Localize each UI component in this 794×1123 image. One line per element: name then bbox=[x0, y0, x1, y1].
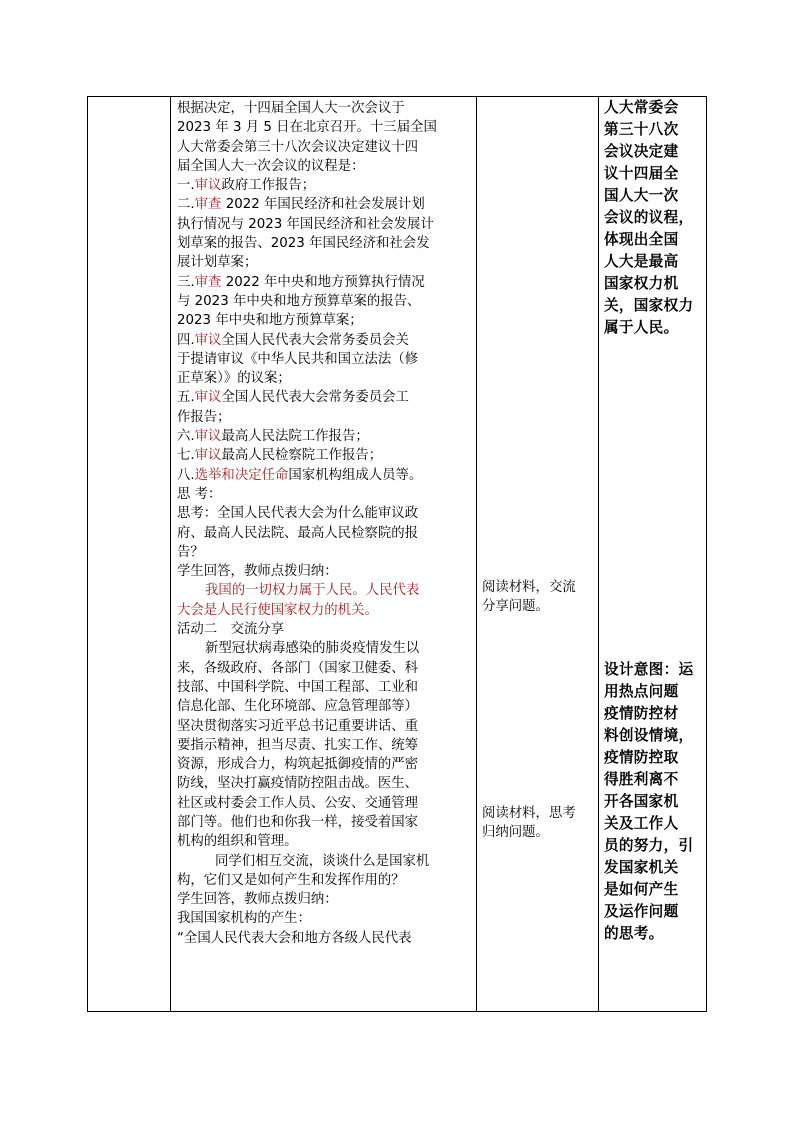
intent-line: 疫情防控取 bbox=[604, 749, 679, 766]
intent-line: 员的努力，引 bbox=[604, 837, 694, 854]
paragraph-line: 信息化部、生化环境部、应急管理部等） bbox=[177, 699, 419, 715]
intent-line: 发国家机关 bbox=[604, 859, 679, 876]
intent-line: 体现出全国 bbox=[604, 231, 679, 248]
agenda-item-5: 五.审议全国人民代表大会常务委员会工 bbox=[177, 390, 409, 406]
agenda-item-2: 二.审查 2022 年国民经济和社会发展计划 bbox=[177, 197, 425, 213]
intent-line: 第三十八次 bbox=[604, 121, 679, 138]
agenda-item-8: 八.选举和决定任命国家机构组成人员等。 bbox=[177, 467, 423, 483]
content-line: 人大常委会第三十八次会议决定建议十四 bbox=[177, 139, 419, 155]
activity-text bbox=[482, 804, 576, 843]
agenda-item-1: 一.审议政府工作报告； bbox=[177, 178, 316, 194]
agenda-item-4: 四.审议全国人民代表大会常务委员会关 bbox=[177, 332, 409, 348]
content-line: 于提请审议《中华人民共和国立法法（修 bbox=[177, 351, 419, 367]
intent-line: 人大是最高 bbox=[604, 253, 679, 270]
paragraph-line: 技部、中国科学院、中国工程部、工业和 bbox=[177, 679, 419, 695]
intent-line: 关，国家权力 bbox=[604, 297, 694, 314]
agenda-item-7: 七.审议最高人民检察院工作报告； bbox=[177, 448, 383, 464]
answer-intro: 学生回答，教师点拨归纳： bbox=[177, 564, 338, 580]
intent-line: 用热点问题 bbox=[604, 683, 679, 700]
discussion-line: 同学们相互交流，谈谈什么是国家机 bbox=[215, 853, 430, 869]
column-divider bbox=[170, 97, 171, 1011]
paragraph-line: 机构的组织和管理。 bbox=[177, 834, 298, 850]
activity-line: 阅读材料，交流 bbox=[482, 580, 576, 595]
paragraph-line: 来，各级政府、各部门（国家卫健委、科 bbox=[177, 660, 419, 676]
question-line: 府、最高人民法院、最高人民检察院的报 bbox=[177, 525, 419, 541]
intent-line: 及运作问题 bbox=[604, 903, 679, 920]
intent-line: 人大常委会 bbox=[604, 99, 679, 116]
column-divider bbox=[598, 97, 599, 1011]
lesson-table bbox=[87, 96, 707, 1012]
discussion-line: 构，它们又是如何产生和发挥作用的？ bbox=[177, 872, 405, 888]
paragraph-line: 部门等。他们也和你我一样，接受着国家 bbox=[177, 814, 419, 830]
teaching-content-column bbox=[175, 97, 478, 948]
paragraph-line: 坚决贯彻落实习近平总书记重要讲话、重 bbox=[177, 718, 419, 734]
paragraph-line: 新型冠状病毒感染的肺炎疫情发生以 bbox=[205, 641, 420, 657]
paragraph-line: 社区或村委会工作人员、公安、交通管理 bbox=[177, 795, 419, 811]
origin-heading: 我国国家机构的产生： bbox=[177, 911, 311, 927]
activity-heading: 活动二 交流分享 bbox=[177, 622, 285, 638]
activity-text bbox=[482, 578, 576, 617]
intent-line: 属于人民。 bbox=[604, 319, 679, 336]
intent-line: 开各国家机 bbox=[604, 793, 679, 810]
key-point-line: 大会是人民行使国家权力的机关。 bbox=[177, 602, 378, 618]
intent-line: 关及工作人 bbox=[604, 815, 679, 832]
content-line: 作报告； bbox=[177, 409, 231, 425]
agenda-item-3: 三.审查 2022 年中央和地方预算执行情况 bbox=[177, 274, 425, 290]
intent-line: 是如何产生 bbox=[604, 881, 679, 898]
content-line: 2023 年 3 月 5 日在北京召开。十三届全国 bbox=[177, 120, 437, 136]
paragraph-line: 资源，形成合力，构筑起抵御疫情的严密 bbox=[177, 757, 419, 773]
agenda-item-6: 六.审议最高人民法院工作报告； bbox=[177, 429, 369, 445]
intent-line: 的思考。 bbox=[604, 925, 664, 942]
paragraph-line: 防线，坚决打赢疫情防控阻击战。医生、 bbox=[177, 776, 419, 792]
intent-line: 料创设情境， bbox=[604, 727, 694, 744]
content-line: 根据决定，十四届全国人大一次会议于 bbox=[177, 101, 405, 116]
content-line: 执行情况与 2023 年国民经济和社会发展计 bbox=[177, 216, 434, 232]
intent-line: 得胜利离不 bbox=[604, 771, 679, 788]
intent-line: 议十四届全 bbox=[604, 165, 679, 182]
intent-note bbox=[604, 97, 693, 339]
activity-line: 归纳问题。 bbox=[482, 825, 549, 841]
key-point-line: 我国的一切权力属于人民。人民代表 bbox=[205, 583, 420, 599]
intent-line: 会议的议程， bbox=[604, 209, 694, 226]
quote-line: “全国人民代表大会和地方各级人民代表 bbox=[177, 930, 412, 946]
intent-line: 国家权力机 bbox=[604, 275, 679, 292]
content-line: 与 2023 年中央和地方预算草案的报告、 bbox=[177, 293, 421, 309]
intent-line: 疫情防控材 bbox=[604, 705, 679, 722]
paragraph-line: 要指示精神，担当尽责、扎实工作、统筹 bbox=[177, 737, 419, 753]
content-line: 2023 年中央和地方预算草案； bbox=[177, 313, 363, 329]
activity-line: 阅读材料，思考 bbox=[482, 806, 576, 821]
question-line: 告？ bbox=[177, 544, 204, 560]
content-line: 展计划草案； bbox=[177, 255, 258, 271]
think-heading: 思 考： bbox=[177, 486, 222, 502]
intent-line: 国人大一次 bbox=[604, 187, 679, 204]
question-line: 思考：全国人民代表大会为什么能审议政 bbox=[177, 506, 419, 522]
content-line: 届全国人大一次会议的议程是： bbox=[177, 158, 365, 174]
activity-line: 分享问题。 bbox=[482, 599, 549, 615]
content-line: 划草案的报告、2023 年国民经济和社会发 bbox=[177, 236, 430, 252]
content-line: 正草案）》的议案； bbox=[177, 371, 291, 387]
design-intent-note bbox=[604, 659, 693, 945]
answer-intro: 学生回答，教师点拨归纳： bbox=[177, 892, 338, 908]
intent-line: 会议决定建 bbox=[604, 143, 679, 160]
intent-line: 设计意图：运 bbox=[604, 661, 694, 678]
